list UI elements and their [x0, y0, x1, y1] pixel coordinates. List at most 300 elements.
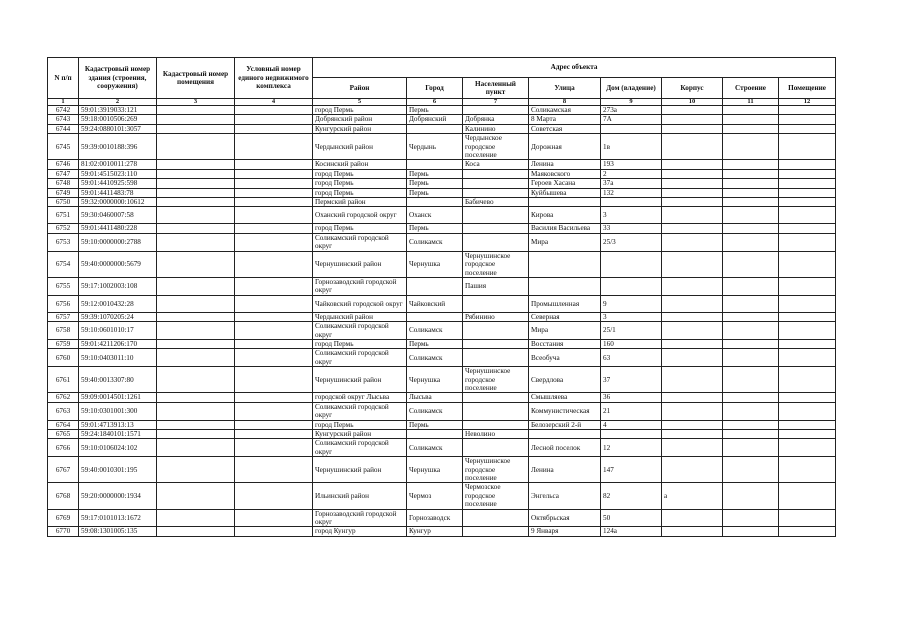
- house-cell: 25/3: [601, 233, 662, 251]
- room-number-cell: [157, 179, 235, 188]
- street-cell: Советская: [529, 124, 601, 133]
- header-city: Город: [407, 78, 463, 99]
- pomeshchenie-cell: [779, 115, 836, 124]
- stroenie-cell: [723, 115, 779, 124]
- cadastral-number-cell: 59:39:0010188:396: [79, 134, 157, 160]
- table-row: [48, 295, 836, 312]
- conditional-number-cell: [235, 224, 313, 233]
- city-cell: [407, 312, 463, 321]
- cadastral-number-cell: 59:01:4211206:170: [79, 339, 157, 348]
- settlement-cell: [463, 169, 529, 178]
- street-cell: Маяковского: [529, 169, 601, 178]
- pomeshchenie-cell: [779, 134, 836, 160]
- region-cell: город Пермь: [313, 179, 407, 188]
- city-cell: Соликамск: [407, 439, 463, 457]
- room-number-cell: [157, 115, 235, 124]
- house-cell: 147: [601, 457, 662, 483]
- stroenie-cell: [723, 509, 779, 527]
- table-row: [48, 430, 836, 439]
- settlement-cell: Чернушинское городское поселение: [463, 457, 529, 483]
- row-number: 6748: [48, 179, 79, 188]
- header-street: Улица: [529, 78, 601, 99]
- table-row: [48, 322, 836, 340]
- region-cell: Пермский район: [313, 198, 407, 207]
- cadastral-number-cell: 59:39:1070205:24: [79, 312, 157, 321]
- cadastral-number-cell: 59:01:4411483:78: [79, 188, 157, 197]
- conditional-number-cell: [235, 393, 313, 402]
- stroenie-cell: [723, 367, 779, 393]
- stroenie-cell: [723, 527, 779, 536]
- conditional-number-cell: [235, 420, 313, 429]
- korpus-cell: [662, 457, 723, 483]
- pomeshchenie-cell: [779, 160, 836, 169]
- row-number: 6746: [48, 160, 79, 169]
- conditional-number-cell: [235, 430, 313, 439]
- room-number-cell: [157, 312, 235, 321]
- row-number: 6754: [48, 251, 79, 277]
- stroenie-cell: [723, 295, 779, 312]
- room-number-cell: [157, 509, 235, 527]
- region-cell: Ильинский район: [313, 483, 407, 509]
- street-cell: Белозерский 2-й: [529, 420, 601, 429]
- cadastral-number-cell: 59:24:1840101:1571: [79, 430, 157, 439]
- conditional-number-cell: [235, 251, 313, 277]
- stroenie-cell: [723, 169, 779, 178]
- korpus-cell: [662, 439, 723, 457]
- table-row: [48, 527, 836, 536]
- room-number-cell: [157, 367, 235, 393]
- pomeshchenie-cell: [779, 349, 836, 367]
- region-cell: Соликамский городской округ: [313, 402, 407, 420]
- city-cell: Пермь: [407, 169, 463, 178]
- settlement-cell: [463, 179, 529, 188]
- city-cell: [407, 277, 463, 295]
- stroenie-cell: [723, 207, 779, 224]
- conditional-number-cell: [235, 527, 313, 536]
- room-number-cell: [157, 420, 235, 429]
- stroenie-cell: [723, 179, 779, 188]
- city-cell: Лысьва: [407, 393, 463, 402]
- room-number-cell: [157, 295, 235, 312]
- region-cell: Чернушинский район: [313, 367, 407, 393]
- stroenie-cell: [723, 312, 779, 321]
- house-cell: 12: [601, 439, 662, 457]
- pomeshchenie-cell: [779, 483, 836, 509]
- settlement-cell: [463, 224, 529, 233]
- column-number: 7: [463, 99, 529, 106]
- column-number: 12: [779, 99, 836, 106]
- street-cell: 9 Января: [529, 527, 601, 536]
- settlement-cell: [463, 509, 529, 527]
- pomeshchenie-cell: [779, 251, 836, 277]
- street-cell: [529, 251, 601, 277]
- cadastral-number-cell: 59:20:0000000:1934: [79, 483, 157, 509]
- region-cell: Соликамский городской округ: [313, 349, 407, 367]
- korpus-cell: [662, 295, 723, 312]
- conditional-number-cell: [235, 188, 313, 197]
- row-number: 6762: [48, 393, 79, 402]
- street-cell: Мира: [529, 322, 601, 340]
- row-number: 6763: [48, 402, 79, 420]
- conditional-number-cell: [235, 349, 313, 367]
- header-n: N п/п: [48, 58, 79, 99]
- korpus-cell: [662, 233, 723, 251]
- house-cell: 132: [601, 188, 662, 197]
- stroenie-cell: [723, 439, 779, 457]
- table-row: [48, 251, 836, 277]
- korpus-cell: [662, 322, 723, 340]
- column-number-row: [48, 99, 836, 106]
- korpus-cell: [662, 106, 723, 115]
- room-number-cell: [157, 322, 235, 340]
- pomeshchenie-cell: [779, 527, 836, 536]
- table-row: [48, 393, 836, 402]
- room-number-cell: [157, 430, 235, 439]
- house-cell: 63: [601, 349, 662, 367]
- settlement-cell: Чермозское городское поселение: [463, 483, 529, 509]
- table-row: [48, 339, 836, 348]
- house-cell: 37: [601, 367, 662, 393]
- settlement-cell: [463, 527, 529, 536]
- korpus-cell: [662, 402, 723, 420]
- street-cell: Свердлова: [529, 367, 601, 393]
- region-cell: город Пермь: [313, 106, 407, 115]
- conditional-number-cell: [235, 295, 313, 312]
- region-cell: Чернушинский район: [313, 251, 407, 277]
- street-cell: Ленина: [529, 457, 601, 483]
- stroenie-cell: [723, 124, 779, 133]
- stroenie-cell: [723, 134, 779, 160]
- region-cell: Косинский район: [313, 160, 407, 169]
- settlement-cell: [463, 339, 529, 348]
- header-cond-num: Условный номер единого недвижимого комплекса: [235, 58, 313, 99]
- region-cell: Соликамский городской округ: [313, 233, 407, 251]
- pomeshchenie-cell: [779, 393, 836, 402]
- row-number: 6770: [48, 527, 79, 536]
- table-row: [48, 207, 836, 224]
- room-number-cell: [157, 277, 235, 295]
- korpus-cell: [662, 367, 723, 393]
- room-number-cell: [157, 188, 235, 197]
- korpus-cell: [662, 134, 723, 160]
- table-row: [48, 179, 836, 188]
- house-cell: 124а: [601, 527, 662, 536]
- stroenie-cell: [723, 457, 779, 483]
- room-number-cell: [157, 233, 235, 251]
- korpus-cell: [662, 124, 723, 133]
- pomeshchenie-cell: [779, 402, 836, 420]
- stroenie-cell: [723, 322, 779, 340]
- region-cell: Соликамский городской округ: [313, 322, 407, 340]
- pomeshchenie-cell: [779, 420, 836, 429]
- settlement-cell: Чернушинское городское поселение: [463, 251, 529, 277]
- table-row: [48, 224, 836, 233]
- street-cell: [529, 430, 601, 439]
- cadastral-number-cell: 59:01:3919033:121: [79, 106, 157, 115]
- korpus-cell: [662, 509, 723, 527]
- street-cell: Лесной поселок: [529, 439, 601, 457]
- header-region: Район: [313, 78, 407, 99]
- cadastral-number-cell: 59:10:0601010:17: [79, 322, 157, 340]
- table-row: [48, 169, 836, 178]
- cadastral-number-cell: 59:10:0403011:10: [79, 349, 157, 367]
- room-number-cell: [157, 439, 235, 457]
- city-cell: [407, 160, 463, 169]
- row-number: 6742: [48, 106, 79, 115]
- row-number: 6753: [48, 233, 79, 251]
- conditional-number-cell: [235, 509, 313, 527]
- cadastral-number-cell: 59:30:0460007:58: [79, 207, 157, 224]
- column-number: 4: [235, 99, 313, 106]
- korpus-cell: [662, 430, 723, 439]
- row-number: 6755: [48, 277, 79, 295]
- settlement-cell: Бабичево: [463, 198, 529, 207]
- conditional-number-cell: [235, 233, 313, 251]
- table-row: [48, 106, 836, 115]
- region-cell: Чердынский район: [313, 134, 407, 160]
- cadastral-number-cell: 59:24:0880101:3057: [79, 124, 157, 133]
- pomeshchenie-cell: [779, 169, 836, 178]
- cadastral-number-cell: 59:17:1002003:108: [79, 277, 157, 295]
- house-cell: 193: [601, 160, 662, 169]
- region-cell: город Пермь: [313, 224, 407, 233]
- pomeshchenie-cell: [779, 179, 836, 188]
- room-number-cell: [157, 393, 235, 402]
- row-number: 6766: [48, 439, 79, 457]
- house-cell: [601, 251, 662, 277]
- korpus-cell: [662, 339, 723, 348]
- pomeshchenie-cell: [779, 188, 836, 197]
- conditional-number-cell: [235, 169, 313, 178]
- column-number: 11: [723, 99, 779, 106]
- city-cell: Соликамск: [407, 402, 463, 420]
- pomeshchenie-cell: [779, 198, 836, 207]
- city-cell: Чернушка: [407, 457, 463, 483]
- row-number: 6767: [48, 457, 79, 483]
- street-cell: Кирова: [529, 207, 601, 224]
- row-number: 6747: [48, 169, 79, 178]
- house-cell: 9: [601, 295, 662, 312]
- table-row: [48, 483, 836, 509]
- settlement-cell: [463, 402, 529, 420]
- row-number: 6744: [48, 124, 79, 133]
- cadastral-number-cell: 59:40:0010301:195: [79, 457, 157, 483]
- header-house: Дом (владение): [601, 78, 662, 99]
- conditional-number-cell: [235, 483, 313, 509]
- settlement-cell: Пашия: [463, 277, 529, 295]
- header-stroenie: Строение: [723, 78, 779, 99]
- conditional-number-cell: [235, 134, 313, 160]
- street-cell: 8 Марта: [529, 115, 601, 124]
- row-number: 6750: [48, 198, 79, 207]
- conditional-number-cell: [235, 207, 313, 224]
- settlement-cell: [463, 295, 529, 312]
- pomeshchenie-cell: [779, 233, 836, 251]
- city-cell: Пермь: [407, 224, 463, 233]
- conditional-number-cell: [235, 322, 313, 340]
- settlement-cell: [463, 322, 529, 340]
- pomeshchenie-cell: [779, 277, 836, 295]
- street-cell: Куйбышева: [529, 188, 601, 197]
- city-cell: Пермь: [407, 339, 463, 348]
- house-cell: 7А: [601, 115, 662, 124]
- street-cell: Энгельса: [529, 483, 601, 509]
- street-cell: Соликамская: [529, 106, 601, 115]
- korpus-cell: [662, 224, 723, 233]
- region-cell: Добрянский район: [313, 115, 407, 124]
- house-cell: 37а: [601, 179, 662, 188]
- table-row: [48, 367, 836, 393]
- region-cell: Кунгурский район: [313, 430, 407, 439]
- region-cell: Чернушинский район: [313, 457, 407, 483]
- room-number-cell: [157, 339, 235, 348]
- house-cell: 3: [601, 207, 662, 224]
- room-number-cell: [157, 169, 235, 178]
- city-cell: Кунгур: [407, 527, 463, 536]
- conditional-number-cell: [235, 367, 313, 393]
- row-number: 6752: [48, 224, 79, 233]
- conditional-number-cell: [235, 198, 313, 207]
- table-row: [48, 115, 836, 124]
- street-cell: Промышленная: [529, 295, 601, 312]
- pomeshchenie-cell: [779, 457, 836, 483]
- city-cell: Чернушка: [407, 251, 463, 277]
- row-number: 6751: [48, 207, 79, 224]
- table-row: [48, 198, 836, 207]
- conditional-number-cell: [235, 124, 313, 133]
- region-cell: Чердынский район: [313, 312, 407, 321]
- header-settlement: Населенный пункт: [463, 78, 529, 99]
- street-cell: Октябрьская: [529, 509, 601, 527]
- city-cell: Соликамск: [407, 349, 463, 367]
- house-cell: 25/1: [601, 322, 662, 340]
- row-number: 6761: [48, 367, 79, 393]
- room-number-cell: [157, 106, 235, 115]
- house-cell: [601, 277, 662, 295]
- stroenie-cell: [723, 483, 779, 509]
- settlement-cell: [463, 349, 529, 367]
- settlement-cell: Калинино: [463, 124, 529, 133]
- korpus-cell: а: [662, 483, 723, 509]
- cadastral-number-cell: 59:12:0010432:28: [79, 295, 157, 312]
- city-cell: [407, 198, 463, 207]
- region-cell: Чайковский городской округ: [313, 295, 407, 312]
- stroenie-cell: [723, 339, 779, 348]
- region-cell: город Пермь: [313, 188, 407, 197]
- settlement-cell: [463, 188, 529, 197]
- house-cell: 3: [601, 312, 662, 321]
- room-number-cell: [157, 349, 235, 367]
- stroenie-cell: [723, 349, 779, 367]
- stroenie-cell: [723, 106, 779, 115]
- city-cell: Чермоз: [407, 483, 463, 509]
- table-row: [48, 439, 836, 457]
- table-row: [48, 160, 836, 169]
- city-cell: Пермь: [407, 420, 463, 429]
- room-number-cell: [157, 198, 235, 207]
- house-cell: 160: [601, 339, 662, 348]
- stroenie-cell: [723, 393, 779, 402]
- korpus-cell: [662, 179, 723, 188]
- room-number-cell: [157, 457, 235, 483]
- region-cell: Горнозаводский городской округ: [313, 509, 407, 527]
- cadastral-number-cell: 59:01:4515023:110: [79, 169, 157, 178]
- row-number: 6764: [48, 420, 79, 429]
- column-number: 1: [48, 99, 79, 106]
- house-cell: 273а: [601, 106, 662, 115]
- table-row: [48, 233, 836, 251]
- city-cell: [407, 124, 463, 133]
- region-cell: Соликамский городской округ: [313, 439, 407, 457]
- pomeshchenie-cell: [779, 339, 836, 348]
- house-cell: 82: [601, 483, 662, 509]
- street-cell: Северная: [529, 312, 601, 321]
- cadastral-number-cell: 59:09:0014501:1261: [79, 393, 157, 402]
- column-number: 3: [157, 99, 235, 106]
- street-cell: [529, 198, 601, 207]
- conditional-number-cell: [235, 339, 313, 348]
- settlement-cell: Чернушинское городское поселение: [463, 367, 529, 393]
- conditional-number-cell: [235, 160, 313, 169]
- city-cell: [407, 430, 463, 439]
- korpus-cell: [662, 251, 723, 277]
- korpus-cell: [662, 198, 723, 207]
- cadastral-number-cell: 59:10:0000000:2788: [79, 233, 157, 251]
- room-number-cell: [157, 402, 235, 420]
- street-cell: Всеобуча: [529, 349, 601, 367]
- pomeshchenie-cell: [779, 322, 836, 340]
- table-row: [48, 402, 836, 420]
- cadastral-number-cell: 59:17:0101013:1672: [79, 509, 157, 527]
- conditional-number-cell: [235, 457, 313, 483]
- row-number: 6758: [48, 322, 79, 340]
- table-row: [48, 420, 836, 429]
- korpus-cell: [662, 420, 723, 429]
- stroenie-cell: [723, 402, 779, 420]
- header-kad-building: Кадастровый номер здания (строения, сооружения): [79, 58, 157, 99]
- korpus-cell: [662, 115, 723, 124]
- pomeshchenie-cell: [779, 207, 836, 224]
- city-cell: Пермь: [407, 106, 463, 115]
- city-cell: Добрянский: [407, 115, 463, 124]
- row-number: 6765: [48, 430, 79, 439]
- settlement-cell: Добрянка: [463, 115, 529, 124]
- room-number-cell: [157, 124, 235, 133]
- city-cell: Чернушка: [407, 367, 463, 393]
- city-cell: Оханск: [407, 207, 463, 224]
- row-number: 6749: [48, 188, 79, 197]
- pomeshchenie-cell: [779, 430, 836, 439]
- settlement-cell: [463, 233, 529, 251]
- settlement-cell: Чердынское городское поселение: [463, 134, 529, 160]
- settlement-cell: [463, 207, 529, 224]
- register-table: [47, 57, 836, 537]
- house-cell: 1в: [601, 134, 662, 160]
- column-number: 2: [79, 99, 157, 106]
- region-cell: город Пермь: [313, 420, 407, 429]
- header-kad-room: Кадастровый номер помещения: [157, 58, 235, 99]
- house-cell: [601, 430, 662, 439]
- conditional-number-cell: [235, 115, 313, 124]
- street-cell: Смышляева: [529, 393, 601, 402]
- korpus-cell: [662, 188, 723, 197]
- region-cell: Горнозаводский городской округ: [313, 277, 407, 295]
- pomeshchenie-cell: [779, 439, 836, 457]
- stroenie-cell: [723, 198, 779, 207]
- pomeshchenie-cell: [779, 509, 836, 527]
- region-cell: Оханский городской округ: [313, 207, 407, 224]
- row-number: 6768: [48, 483, 79, 509]
